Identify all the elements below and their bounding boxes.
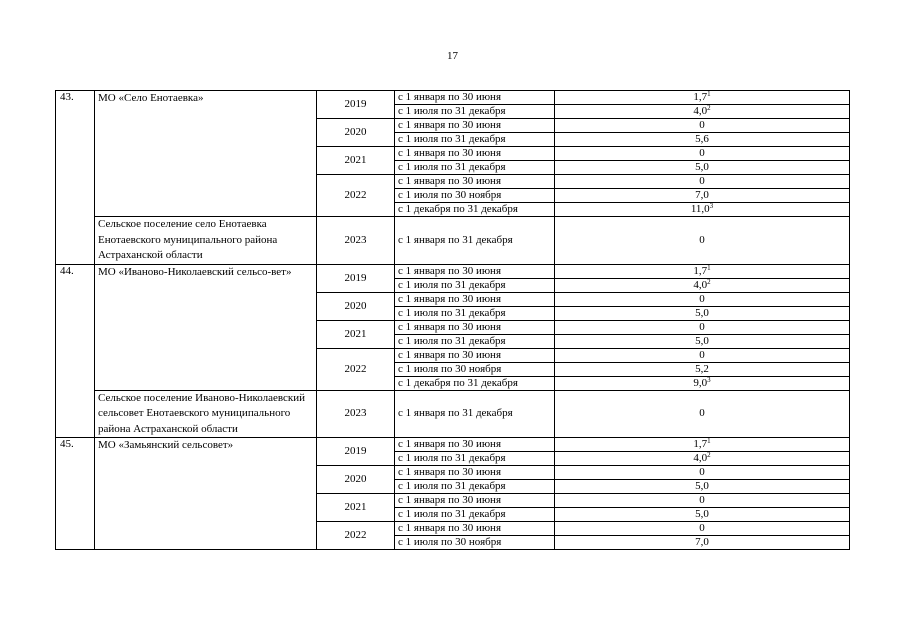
value-text: 0 — [699, 119, 705, 131]
year-cell: 2020 — [317, 292, 395, 320]
value-cell — [555, 466, 850, 480]
footnote-mark: 3 — [709, 202, 714, 210]
value-text: 1,7 — [693, 438, 708, 450]
value-cell — [555, 376, 850, 390]
value-cell — [555, 217, 850, 265]
value-cell — [555, 494, 850, 508]
year-cell: 2020 — [317, 466, 395, 494]
period-cell: с 1 января по 30 июня — [395, 147, 555, 161]
year-cell: 2021 — [317, 494, 395, 522]
period-cell: с 1 января по 31 декабря — [395, 390, 555, 438]
settlement-name: Сельское поселение Иваново-Николаевский сельсовет Енотаевского муниципального района Астраханской области — [95, 390, 317, 438]
period-cell: с 1 июля по 31 декабря — [395, 306, 555, 320]
value-cell — [555, 119, 850, 133]
value-cell — [555, 264, 850, 278]
value-cell — [555, 278, 850, 292]
period-cell: с 1 июля по 31 декабря — [395, 161, 555, 175]
value-text: 0 — [699, 407, 705, 420]
period-cell: с 1 января по 30 июня — [395, 348, 555, 362]
value-text: 4,0 — [693, 452, 708, 464]
value-text: 11,0 — [690, 203, 710, 215]
period-cell: с 1 июля по 31 декабря — [395, 508, 555, 522]
period-cell: с 1 января по 30 июня — [395, 91, 555, 105]
value-text: 0 — [699, 522, 705, 534]
year-cell: 2022 — [317, 522, 395, 550]
period-cell: с 1 июля по 31 декабря — [395, 480, 555, 494]
value-text: 5,2 — [695, 362, 709, 375]
value-cell — [555, 362, 850, 376]
year-cell: 2023 — [317, 217, 395, 265]
period-cell: с 1 января по 30 июня — [395, 438, 555, 452]
period-cell: с 1 января по 30 июня — [395, 119, 555, 133]
value-cell — [555, 292, 850, 306]
period-cell: с 1 июля по 30 ноября — [395, 362, 555, 376]
year-cell: 2022 — [317, 348, 395, 390]
value-cell — [555, 480, 850, 494]
value-text: 7,0 — [695, 189, 709, 201]
value-cell — [555, 438, 850, 452]
period-cell: с 1 июля по 30 ноября — [395, 536, 555, 550]
value-text: 5,0 — [695, 161, 709, 173]
period-cell: с 1 июля по 31 декабря — [395, 334, 555, 348]
value-text: 0 — [699, 348, 705, 361]
footnote-mark: 1 — [707, 437, 711, 445]
value-text: 0 — [699, 175, 705, 187]
value-text: 9,0 — [693, 376, 708, 389]
settlement-name: Сельское поселение село Енотаевка Енотаевского муниципального района Астраханской области — [95, 217, 317, 265]
year-cell: 2023 — [317, 390, 395, 438]
period-cell: с 1 июля по 31 декабря — [395, 452, 555, 466]
period-cell: с 1 января по 30 июня — [395, 320, 555, 334]
value-text: 5,0 — [695, 306, 709, 319]
period-cell: с 1 января по 30 июня — [395, 292, 555, 306]
value-cell — [555, 536, 850, 550]
period-cell: с 1 декабря по 31 декабря — [395, 203, 555, 217]
value-cell — [555, 133, 850, 147]
footnote-mark: 2 — [707, 451, 711, 459]
value-cell — [555, 390, 850, 438]
value-cell — [555, 161, 850, 175]
value-text: 0 — [699, 320, 705, 333]
table-row — [56, 217, 850, 265]
period-cell: с 1 января по 30 июня — [395, 522, 555, 536]
table-row — [56, 438, 850, 452]
year-cell: 2019 — [317, 264, 395, 292]
period-cell: с 1 января по 30 июня — [395, 494, 555, 508]
value-text: 5,0 — [695, 480, 709, 492]
value-cell — [555, 522, 850, 536]
period-cell: с 1 декабря по 31 декабря — [395, 376, 555, 390]
value-text: 1,7 — [693, 91, 708, 103]
value-text: 0 — [699, 147, 705, 159]
year-cell: 2021 — [317, 147, 395, 175]
footnote-mark: 3 — [707, 375, 711, 384]
year-cell: 2021 — [317, 320, 395, 348]
period-cell: с 1 июля по 31 декабря — [395, 278, 555, 292]
footnote-mark: 1 — [707, 90, 711, 98]
table-row — [56, 264, 850, 278]
value-cell — [555, 306, 850, 320]
value-cell — [555, 334, 850, 348]
value-cell — [555, 452, 850, 466]
footnote-mark: 2 — [707, 277, 711, 286]
table-row — [56, 390, 850, 438]
municipality-name: МО «Замьянский сельсовет» — [95, 438, 317, 550]
period-cell: с 1 января по 30 июня — [395, 175, 555, 189]
value-text: 5,0 — [695, 508, 709, 520]
value-cell — [555, 105, 850, 119]
value-text: 1,7 — [693, 264, 708, 277]
value-text: 5,6 — [695, 133, 709, 145]
row-number: 43. — [56, 91, 95, 265]
value-cell — [555, 189, 850, 203]
value-text: 4,0 — [693, 278, 708, 291]
value-text: 0 — [699, 466, 705, 478]
period-cell: с 1 января по 31 декабря — [395, 217, 555, 265]
tariff-table — [55, 90, 850, 550]
value-text: 0 — [699, 292, 705, 305]
municipality-name: МО «Село Енотаевка» — [95, 91, 317, 217]
year-cell: 2022 — [317, 175, 395, 217]
period-cell: с 1 июля по 31 декабря — [395, 133, 555, 147]
period-cell: с 1 июля по 31 декабря — [395, 105, 555, 119]
municipality-name: МО «Ивановo-Николаевский сельсо-вет» — [95, 264, 317, 390]
value-text: 0 — [699, 494, 705, 506]
value-cell — [555, 320, 850, 334]
table-row — [56, 91, 850, 105]
value-cell — [555, 175, 850, 189]
year-cell: 2020 — [317, 119, 395, 147]
year-cell: 2019 — [317, 91, 395, 119]
value-text: 0 — [699, 233, 705, 246]
year-cell: 2019 — [317, 438, 395, 466]
value-cell — [555, 147, 850, 161]
footnote-mark: 2 — [707, 104, 711, 112]
period-cell: с 1 июля по 30 ноября — [395, 189, 555, 203]
footnote-mark: 1 — [707, 263, 711, 272]
value-text: 5,0 — [695, 334, 709, 347]
period-cell: с 1 января по 30 июня — [395, 264, 555, 278]
value-cell — [555, 508, 850, 522]
page-number: 17 — [447, 50, 458, 62]
period-cell: с 1 января по 30 июня — [395, 466, 555, 480]
value-cell — [555, 91, 850, 105]
value-cell — [555, 348, 850, 362]
value-text: 7,0 — [695, 536, 709, 548]
value-text: 4,0 — [693, 105, 708, 117]
row-number: 44. — [56, 264, 95, 438]
value-cell — [555, 203, 850, 217]
row-number: 45. — [56, 438, 95, 550]
